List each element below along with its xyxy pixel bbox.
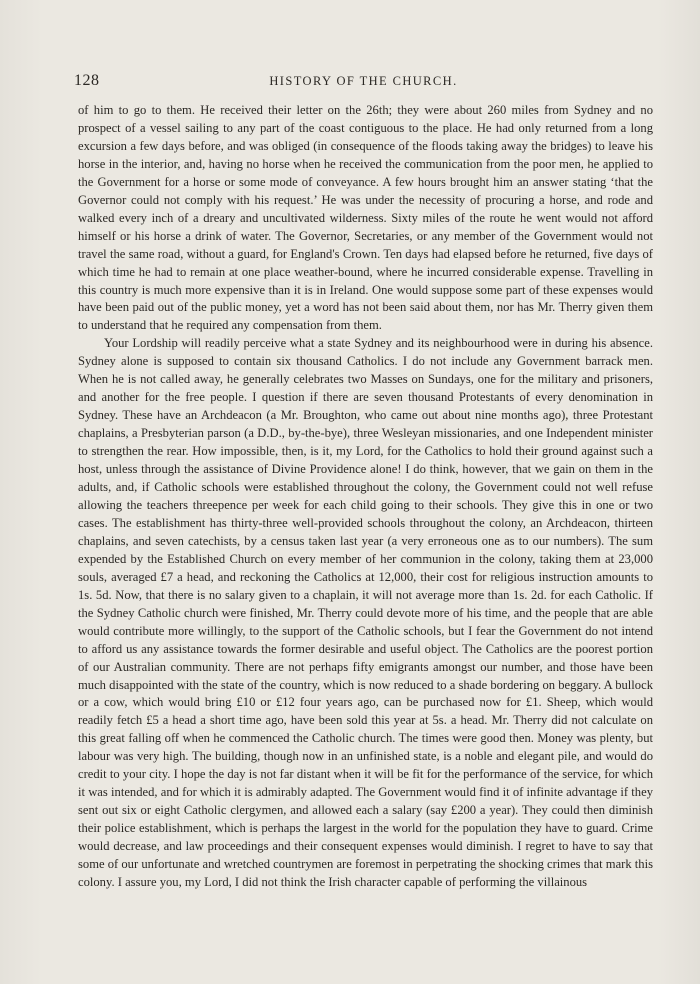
body-text xyxy=(78,102,653,892)
page-number: 128 xyxy=(74,72,100,89)
paragraph: Your Lordship will readily perceive what a state Sydney and its neighbourhood were in during his absence. Sydney alone is supposed to contain six thousand Catholics. I do not include any Government barrack men. When he is not called away, he generally celebrates two Masses on Sundays, one for the military and prisoners, and another for the free people. I question if there are seven thousand Protestants of every denomination in Sydney. These have an Archdeacon (a Mr. Broughton, who came out about nine months ago), three Protestant chaplains, a Presbyterian parson (a D.D., by-the-bye), three Wesleyan missionaries, and one Independent minister to strengthen the rear. How impossible, then, is it, my Lord, for the Catholics to hold their ground against such a host, unless through the assistance of Divine Providence alone! I do think, however, that we gain on them in the adults, and, if Catholic schools were established throughout the colony, the Government could not well refuse allowing the teachers threepence per week for each child going to their schools. They give this in one or two cases. The establishment has thirty-three well-provided schools throughout the colony, an Archdeacon, thirteen chaplains, and seven catechists, by a census taken last year (a very erroneous one as to our numbers). The sum expended by the Established Church on every member of her communion in the colony, taking them at 23,000 souls, averaged £7 a head, and reckoning the Catholics at 12,000, their cost for religious instruction amounts to 1s. 5d. Now, that there is no salary given to a chaplain, it will not average more than 1s. 2d. for each Catholic. If the Sydney Catholic church were finished, Mr. Therry could devote more of his time, and the people that are able would contribute more willingly, to the support of the Catholic schools, but I fear the Government do not intend to afford us any assistance towards the former desirable and useful object. The Catholics are the poorest portion of our Australian community. There are not perhaps fifty emigrants amongst our number, and those have been much disappointed with the state of the country, which is now reduced to a shade bordering on beggary. A bullock or a cow, which would bring £10 or £12 four years ago, can be purchased now for £1. Sheep, which would readily fetch £5 a head a short time ago, have been sold this year at 5s. a head. Mr. Therry did not calculate on this great falling off when he commenced the Catholic church. The times were good then. Money was plenty, but labour was very high. The building, though now in an unfinished state, is a noble and elegant pile, and would do credit to your city. I hope the day is not far distant when it will be fit for the performance of the service, for which it was intended, and for which it is admirably adapted. The Government would find it of infinite advantage if they sent out six or eight Catholic clergymen, and allowed each a salary (say £200 a year). They could then diminish their police establishment, which is perhaps the largest in the world for the population they have to guard. Crime would decrease, and law proceedings and their consequent expenses would diminish. I regret to have to say that some of our unfortunate and wretched countrymen are foremost in perpetrating the shocking crimes that mark this colony. I assure you, my Lord, I did not think the Irish character capable of performing the villainous xyxy=(78,336,653,889)
running-head xyxy=(74,72,653,92)
running-title: HISTORY OF THE CHURCH. xyxy=(269,74,458,88)
paragraph: of him to go to them. He received their letter on the 26th; they were about 260 miles from Sydney and no prospect of a vessel sailing to any part of the coast contiguous to the place. He had only returned from a long excursion a few days before, and was obliged (in consequence of the floods taking away the bridges) to leave his horse in the interior, and, having no horse when he received the communication from the poor men, he applied to the Government for a horse or some mode of conveyance. A few hours brought him an answer stating ‘that the Governor could not comply with his request.’ He was under the necessity of procuring a horse, and rode and walked every inch of a dreary and uncultivated wilderness. Sixty miles of the route he went would not afford himself or his horse a drink of water. The Governor, Secretaries, or any member of the Government would not travel the same road, without a guard, for England's Crown. Ten days had elapsed before he returned, five days of which time he had to remain at one place weather-bound, where he incurred considerable expense. Travelling in this country is much more expensive than it is in Ireland. One would suppose some part of these expenses would have been paid out of the public money, yet a word has not been said about them, nor has Mr. Therry given them to understand that he required any compensation from them. xyxy=(78,103,653,333)
